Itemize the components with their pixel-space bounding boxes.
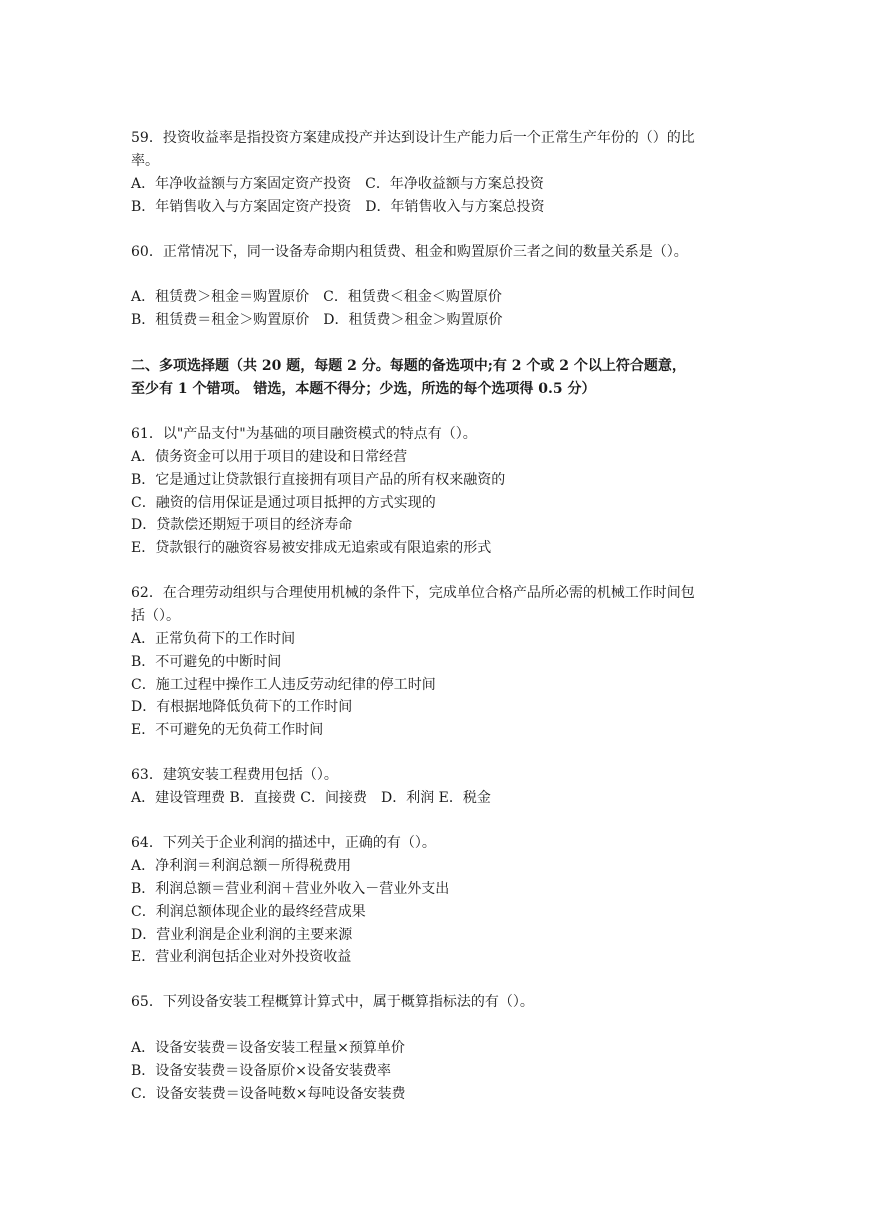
question-60-options: A．租赁费＞租金＝购置原价 C．租赁费＜租金＜购置原价 (131, 289, 502, 305)
question-64-option-e: E．营业利润包括企业对外投资收益 (131, 949, 352, 965)
question-59-stem-cont: 率。 (131, 153, 159, 169)
question-62-option-c: C．施工过程中操作工人违反劳动纪律的停工时间 (131, 677, 436, 693)
question-65-option-b: B．设备安装费＝设备原价×设备安装费率 (131, 1063, 392, 1079)
question-64-stem: 64．下列关于企业利润的描述中，正确的有（）。 (131, 835, 436, 851)
section-heading-cont: 至少有 1 个错项。 错选，本题不得分；少选，所选的每个选项得 0.5 分） (131, 381, 596, 397)
question-65-option-a: A．设备安装费＝设备安装工程量×预算单价 (131, 1040, 405, 1056)
question-61-option-c: C．融资的信用保证是通过项目抵押的方式实现的 (131, 495, 436, 511)
question-64-option-d: D．营业利润是企业利润的主要来源 (131, 927, 353, 943)
question-62-option-b: B．不可避免的中断时间 (131, 654, 282, 670)
question-61-option-d: D．贷款偿还期短于项目的经济寿命 (131, 517, 353, 533)
question-64-option-b: B．利润总额＝营业利润＋营业外收入－营业外支出 (131, 881, 450, 897)
question-63-options: A．建设管理费 B．直接费 C．间接费 D．利润 E．税金 (131, 790, 491, 806)
question-61-option-b: B．它是通过让贷款银行直接拥有项目产品的所有权来融资的 (131, 472, 506, 488)
question-60-stem: 60．正常情况下，同一设备寿命期内租赁费、租金和购置原价三者之间的数量关系是（）。 (131, 244, 688, 260)
question-59-options: B．年销售收入与方案固定资产投资 D．年销售收入与方案总投资 (131, 199, 545, 215)
question-62-option-e: E．不可避免的无负荷工作时间 (131, 722, 324, 738)
question-60-options: B．租赁费＝租金＞购置原价 D．租赁费＞租金＞购置原价 (131, 312, 503, 328)
question-61-option-e: E．贷款银行的融资容易被安排成无追索或有限追索的形式 (131, 540, 492, 556)
question-59-options: A．年净收益额与方案固定资产投资 C．年净收益额与方案总投资 (131, 176, 544, 192)
question-62-stem-cont: 括（）。 (131, 608, 180, 624)
question-62-option-d: D．有根据地降低负荷下的工作时间 (131, 699, 353, 715)
question-59-stem: 59．投资收益率是指投资方案建成投产并达到设计生产能力后一个正常生产年份的（）的比 (131, 130, 695, 146)
question-62-option-a: A．正常负荷下的工作时间 (131, 631, 296, 647)
question-63-stem: 63．建筑安装工程费用包括（）。 (131, 767, 338, 783)
question-61-option-a: A．债务资金可以用于项目的建设和日常经营 (131, 449, 408, 465)
question-65-option-c: C．设备安装费＝设备吨数×每吨设备安装费 (131, 1086, 406, 1102)
question-61-stem: 61．以"产品支付"为基础的项目融资模式的特点有（）。 (131, 426, 477, 442)
question-64-option-c: C．利润总额体现企业的最终经营成果 (131, 904, 366, 920)
question-62-stem: 62．在合理劳动组织与合理使用机械的条件下，完成单位合格产品所必需的机械工作时间包 (131, 585, 695, 601)
question-64-option-a: A．净利润＝利润总额－所得税费用 (131, 858, 352, 874)
question-65-stem: 65．下列设备安装工程概算计算式中，属于概算指标法的有（）。 (131, 994, 534, 1010)
section-heading: 二、多项选择题（共 20 题，每题 2 分。每题的备选项中;有 2 个或 2 个以上符合题意， (131, 358, 686, 374)
